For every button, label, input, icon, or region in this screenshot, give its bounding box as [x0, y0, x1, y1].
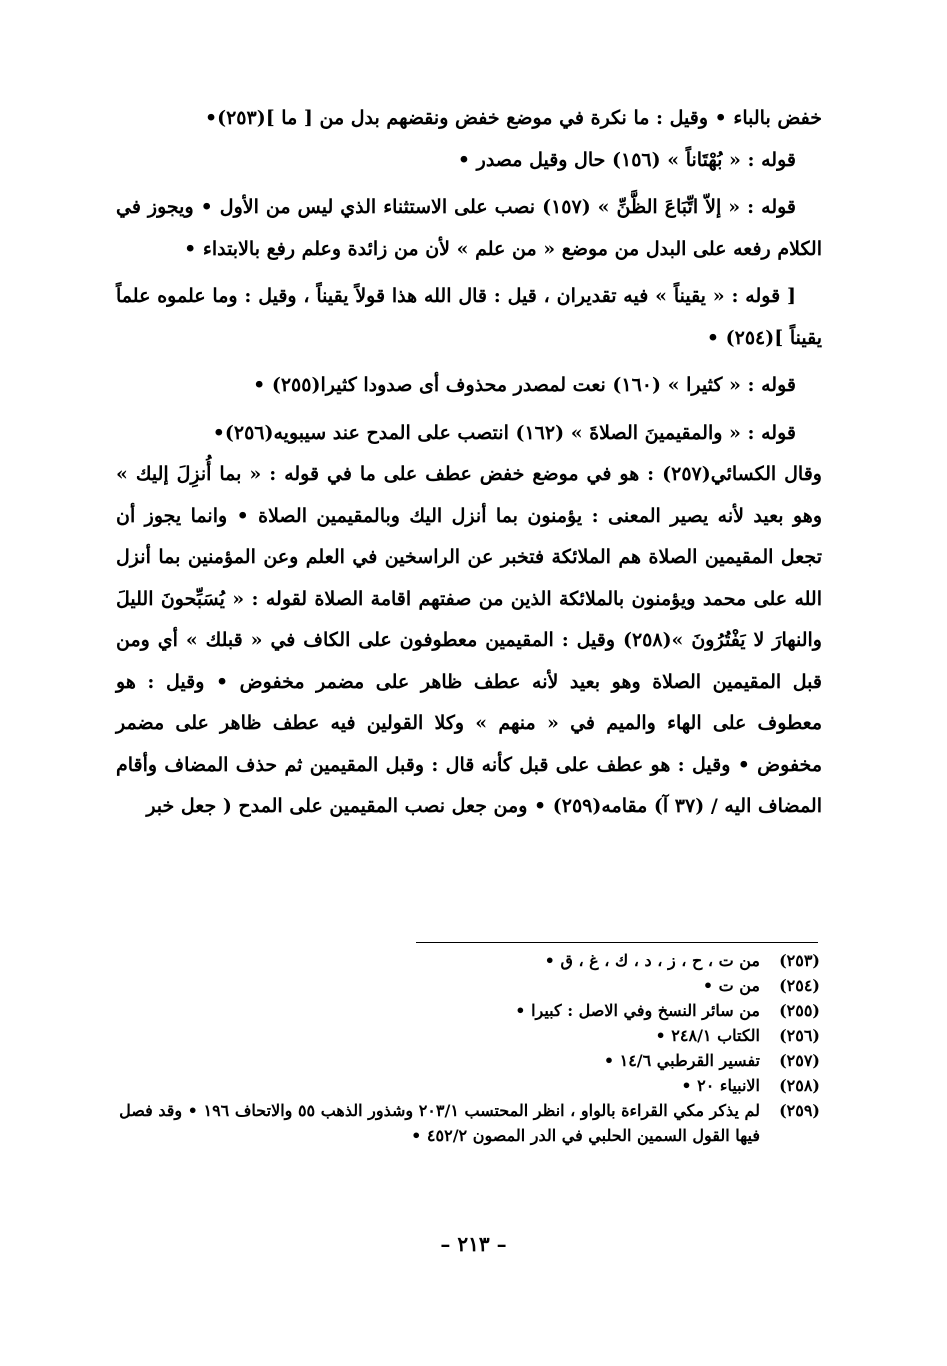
footnotes: [116, 948, 820, 1148]
footnote-text: تفسير القرطبي ١٤/٦ •: [603, 1051, 760, 1070]
footnote-number: (٢٥٨): [779, 1076, 820, 1095]
footnote-text: من سائر النسخ وفي الاصل : كبيرا •: [515, 1001, 760, 1020]
footnote-number: (٢٥٦): [779, 1026, 820, 1045]
footnote: [116, 1073, 820, 1098]
paragraph: قوله : « والمقيمينَ الصلاةَ » (١٦٢) انتصب على المدح عند سيبويه(٢٥٦)•: [212, 421, 796, 444]
footnote-text: لم يذكر مكي القراءة بالواو ، انظر المحتسب ٢٠٣/١ وشذور الذهب ٥٥ والاتحاف ١٩٦ • وقد فصل فيها القول السمين الحلبي في الدر المصون ٤٥٢/٢ •: [119, 1101, 760, 1145]
footnote-number: (٢٥٣): [779, 951, 820, 970]
footnote: [116, 1048, 820, 1073]
footnote-text: من ت •: [702, 976, 760, 995]
footnote-separator: [416, 942, 818, 943]
footnote: [116, 973, 820, 998]
footnote-text: من ت ، ح ، ز ، د ، ك ، غ ، ق •: [544, 951, 760, 970]
footnote-number: (٢٥٥): [779, 1001, 820, 1020]
page-number: – ٢١٣ –: [440, 1232, 507, 1256]
main-text: [116, 98, 822, 828]
footnote-number: (٢٥٩): [779, 1101, 820, 1120]
footnote-text: الانبياء ٢٠ •: [681, 1076, 760, 1095]
footnote-text: الكتاب ٢٤٨/١ •: [655, 1026, 760, 1045]
paragraph: قوله : « بُهْتَاناً » (١٥٦) حال وقيل مصدر •: [457, 148, 796, 171]
paragraph: قوله : « إلاّ اتِّبَاعَ الظَّنِّ » (١٥٧) نصب على الاستثناء الذي ليس من الأول • ويجوز في الكلام رفعه على البدل من موضع « من علم » لأن من زائدة وعلم رفع بالابتداء •: [116, 196, 822, 260]
footnote: [116, 1023, 820, 1048]
paragraph: خفض بالباء • وقيل : ما نكرة في موضع خفض ونقضهم بدل من [ ما ](٢٥٣)•: [204, 107, 822, 129]
footnote: [116, 948, 820, 973]
paragraph: قوله : « كثيرا » (١٦٠) نعت لمصدر محذوف أى صدودا كثيرا(٢٥٥) •: [253, 374, 796, 396]
footnote-number: (٢٥٤): [779, 976, 820, 995]
footnote: [116, 998, 820, 1023]
paragraph: وقال الكسائي(٢٥٧) : هو في موضع خفض عطف على ما في قوله : « بما أُنزِلَ إليك » وهو بعيد لأنه يصير المعنى : يؤمنون بما أنزل اليك وبالمقيمين الصلاة • وانما يجوز أن تجعل المقيمين الصلاة هم الملائكة فتخبر عن الراسخين في العلم وعن المؤمنين بما أنزل الله على محمد ويؤمنون بالملائكة الذين من صفتهم اقامة الصلاة لقوله : « يُسَبِّحونَ الليلَ والنهارَ لا يَفْتُرُونَ »(٢٥٨) وقيل : المقيمين معطوفون على الكاف في « قبلك » أي ومن قبل المقيمين الصلاة وهو بعيد لأنه عطف ظاهر على مضمر مخفوض • وقيل : هو معطوف على الهاء والميم في « منهم » وكلا القولين فيه عطف ظاهر على مضمر مخفوض • وقيل : هو عطف على قبل كأنه قال : وقبل المقيمين ثم حذف المضاف وأقام المضاف اليه / (٣٧ آ) مقامه(٢٥٩) • ومن جعل نصب المقيمين على المدح ( جعل خبر: [116, 463, 822, 817]
paragraph: [ قوله : « يقيناً » فيه تقديران ، قيل : قال الله هذا قولاً يقيناً ، وقيل : وما علموه علماً يقيناً ](٢٥٤) •: [116, 285, 822, 349]
footnote: [116, 1098, 820, 1148]
footnote-number: (٢٥٧): [779, 1051, 820, 1070]
